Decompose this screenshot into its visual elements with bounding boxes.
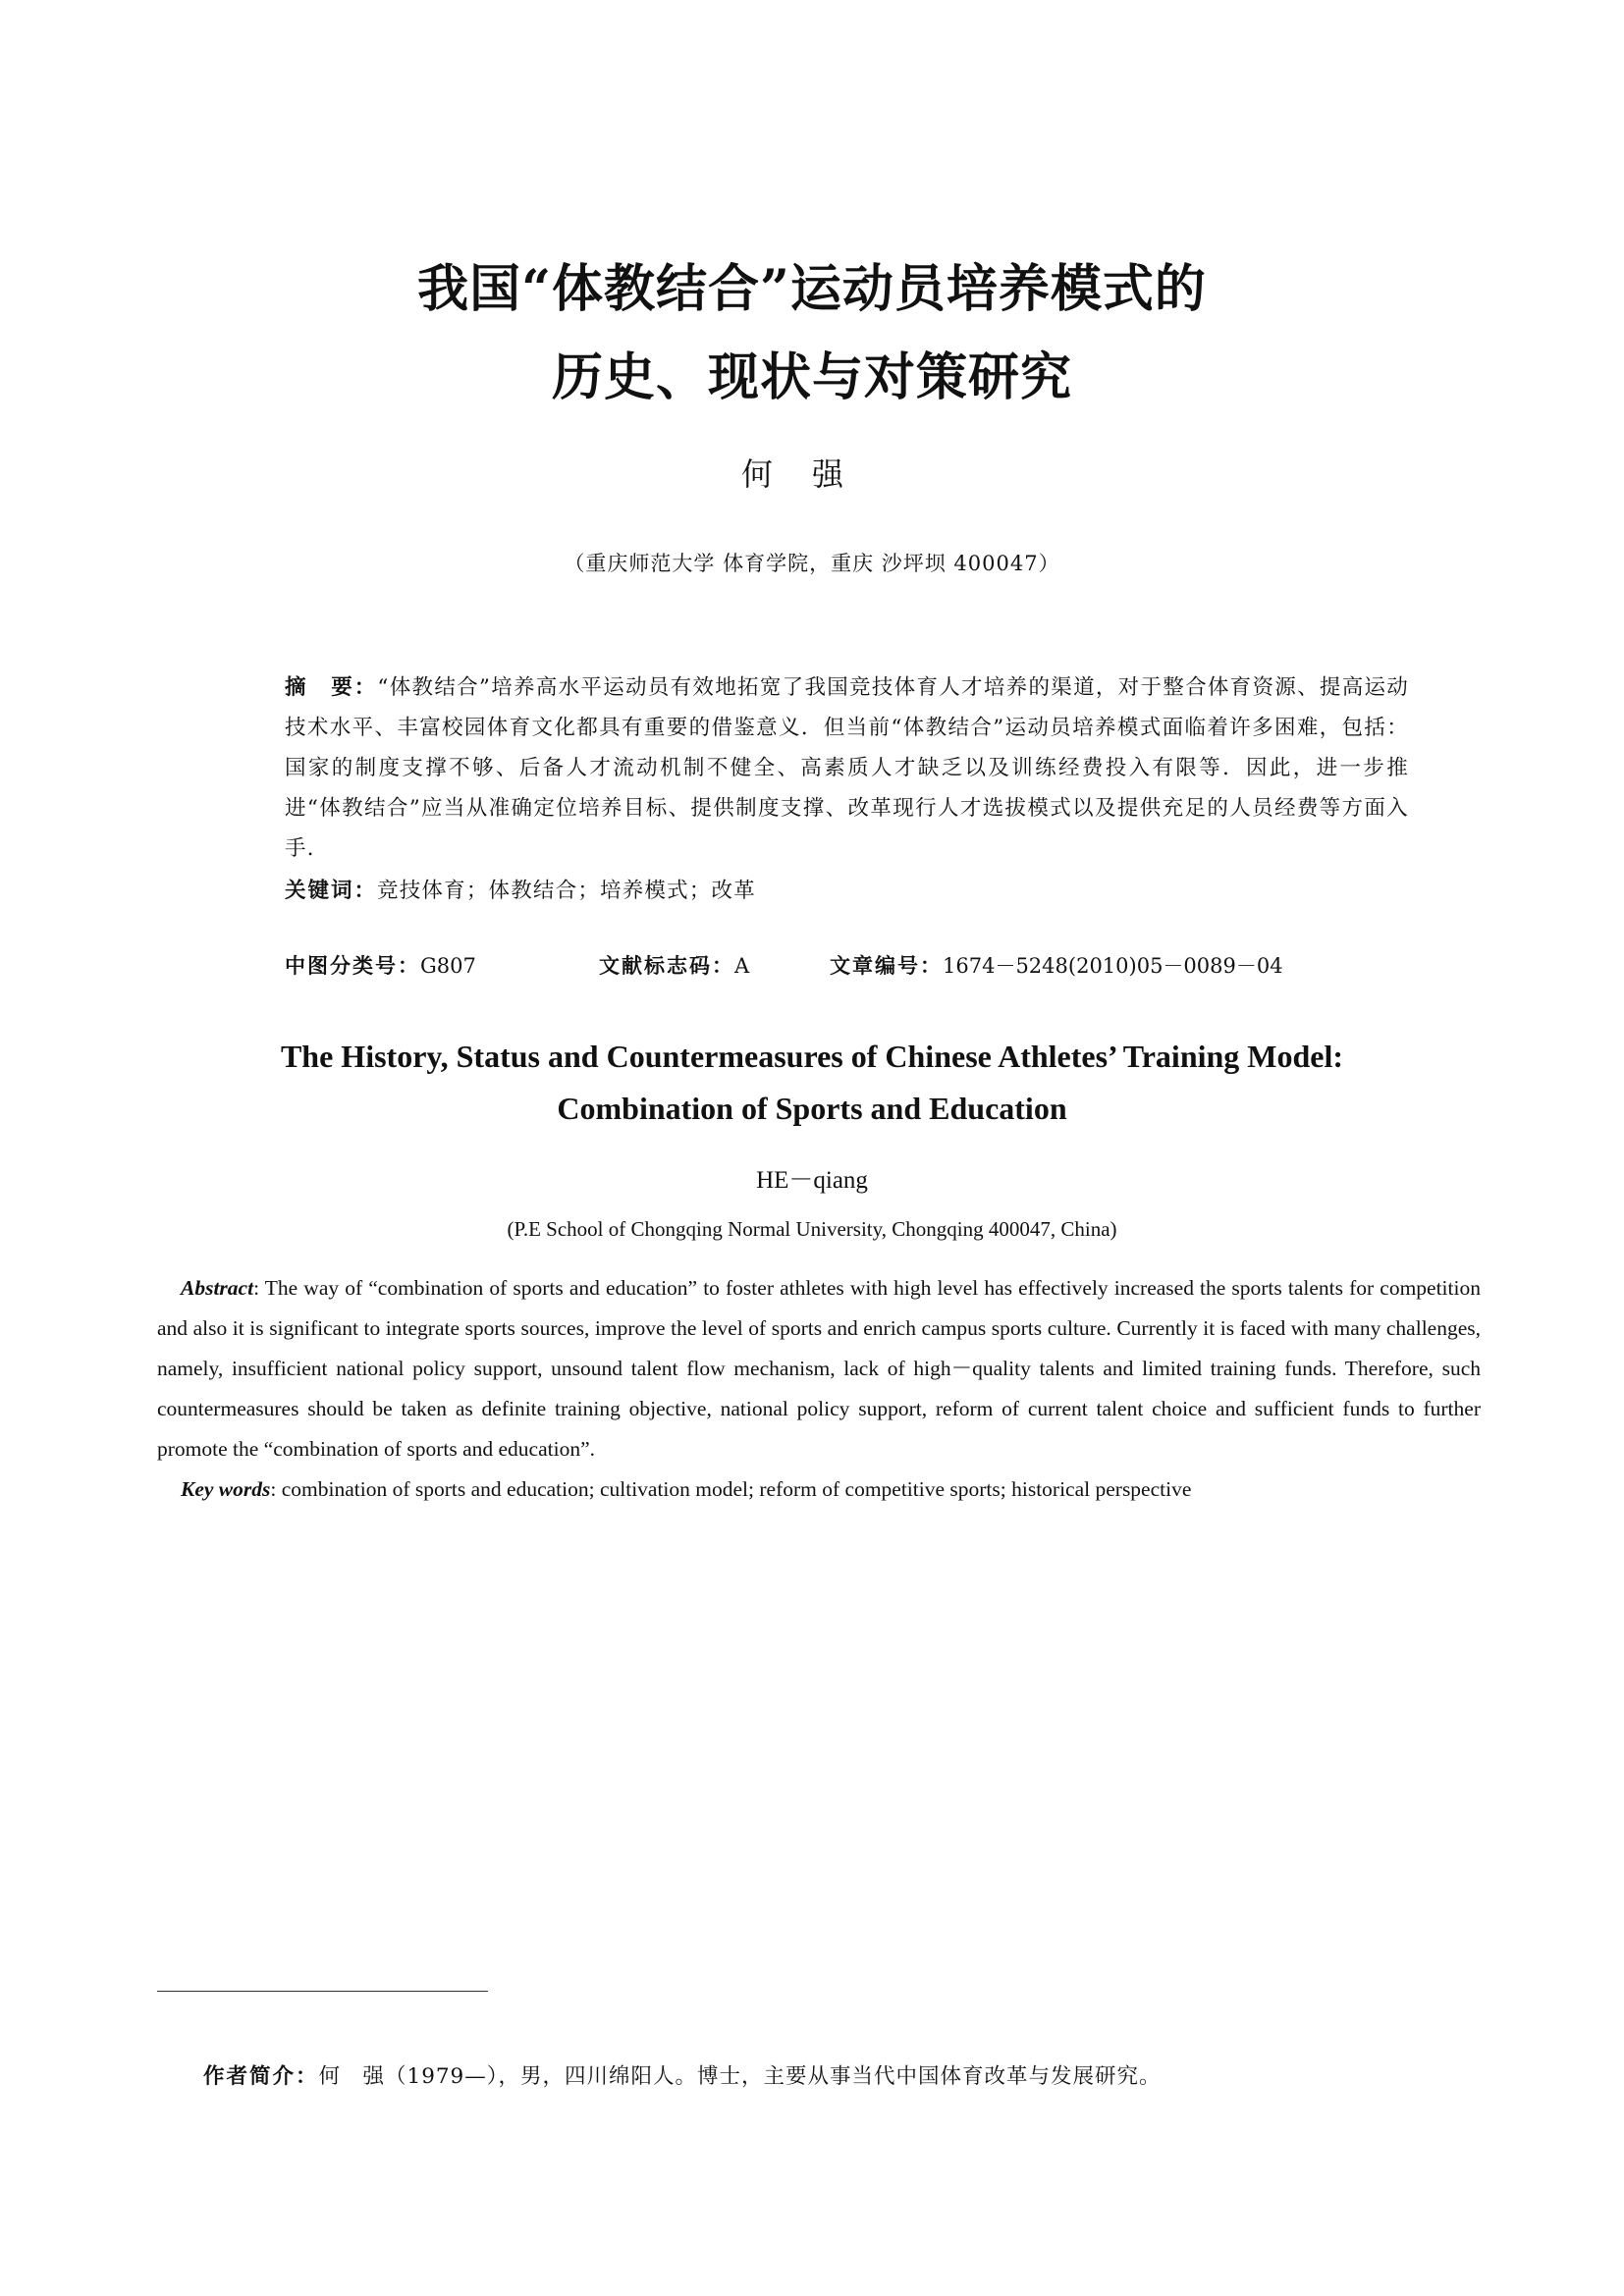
en-keywords-text: combination of sports and education; cultivation model; reform of competitive sports; historical perspective bbox=[281, 1477, 1192, 1501]
en-keywords-label: Key words bbox=[181, 1477, 271, 1501]
cn-keywords bbox=[157, 871, 1409, 911]
en-affiliation: (P.E School of Chongqing Normal University, Chongqing 400047, China) bbox=[507, 1217, 1117, 1241]
cn-abstract-label: 摘 要： bbox=[285, 675, 378, 700]
en-abstract: Abstract: The way of “combination of sports and education” to foster athletes with high level has effectively increased the sports talents for competition and also it is significant to integrate sports sources, improve the level of sports and enrich campus sports culture. Currently it is faced with many challenges, namely, insufficient national policy support, unsound talent flow mechanism, lack of high－quality talents and limited training funds. Therefore, such countermeasures should be taken as definite training objective, national policy support, reform of current talent choice and sufficient funds to further promote the “combination of sports and education”. bbox=[157, 1276, 1481, 1461]
en-title bbox=[0, 1031, 1624, 1135]
cn-title-line1: 我国“体教结合”运动员培养模式的 bbox=[417, 259, 1207, 319]
cn-keywords-label: 关键词： bbox=[285, 879, 378, 903]
en-keywords: Key words: combination of sports and education; cultivation model; reform of competitive sports; historical perspective bbox=[181, 1477, 1192, 1501]
footnote-label: 作者简介： bbox=[203, 2064, 319, 2089]
en-title-line1: The History, Status and Countermeasures of Chinese Athletes’ Training Model: bbox=[280, 1039, 1344, 1074]
cn-affiliation: （重庆师范大学 体育学院，重庆 沙坪坝 400047） bbox=[564, 552, 1060, 575]
cn-title bbox=[0, 245, 1624, 422]
clc-number: 中图分类号：G807 bbox=[285, 954, 476, 978]
en-title-line2: Combination of Sports and Education bbox=[557, 1091, 1067, 1126]
en-author: HE－qiang bbox=[756, 1167, 868, 1194]
author-footnote bbox=[203, 2059, 1162, 2090]
article-number: 文章编号：1674－5248(2010)05－0089－04 bbox=[830, 954, 1283, 978]
footnote-text: 何 强（1979—），男，四川绵阳人。博士，主要从事当代中国体育改革与发展研究。 bbox=[318, 2064, 1162, 2089]
cn-abstract-block bbox=[157, 667, 1409, 911]
document-code: 文献标志码：A bbox=[599, 954, 750, 978]
cn-abstract-text: “体教结合”培养高水平运动员有效地拓宽了我国竞技体育人才培养的渠道，对于整合体育资源、提高运动技术水平、丰富校园体育文化都具有重要的借鉴意义．但当前“体教结合”运动员培养模式面临着许多困难，包括：国家的制度支撑不够、后备人才流动机制不健全、高素质人才缺乏以及训练经费投入有限等．因此，进一步推进“体教结合”应当从准确定位培养目标、提供制度支撑、改革现行人才选拔模式以及提供充足的人员经费等方面入手． bbox=[285, 675, 1409, 861]
en-abstract-label: Abstract bbox=[181, 1276, 254, 1300]
en-abstract-text: The way of “combination of sports and education” to foster athletes with high level has effectively increased the sports talents for competition and also it is significant to integrate sports sources, improve the level of sports and enrich campus sports culture. Currently it is faced with many challenges, namely, insufficient national policy support, unsound talent flow mechanism, lack of high－quality talents and limited training funds. Therefore, such countermeasures should be taken as definite training objective, national policy support, reform of current talent choice and sufficient funds to further promote the “combination of sports and education”. bbox=[157, 1276, 1481, 1461]
cn-keywords-text: 竞技体育；体教结合；培养模式；改革 bbox=[377, 879, 756, 903]
cn-abstract bbox=[157, 667, 1409, 869]
cn-title-line2: 历史、现状与对策研究 bbox=[551, 347, 1072, 407]
cn-author: 何强 bbox=[740, 455, 883, 493]
en-abstract-block bbox=[157, 1268, 1481, 1510]
footnote-rule bbox=[157, 1991, 488, 1992]
